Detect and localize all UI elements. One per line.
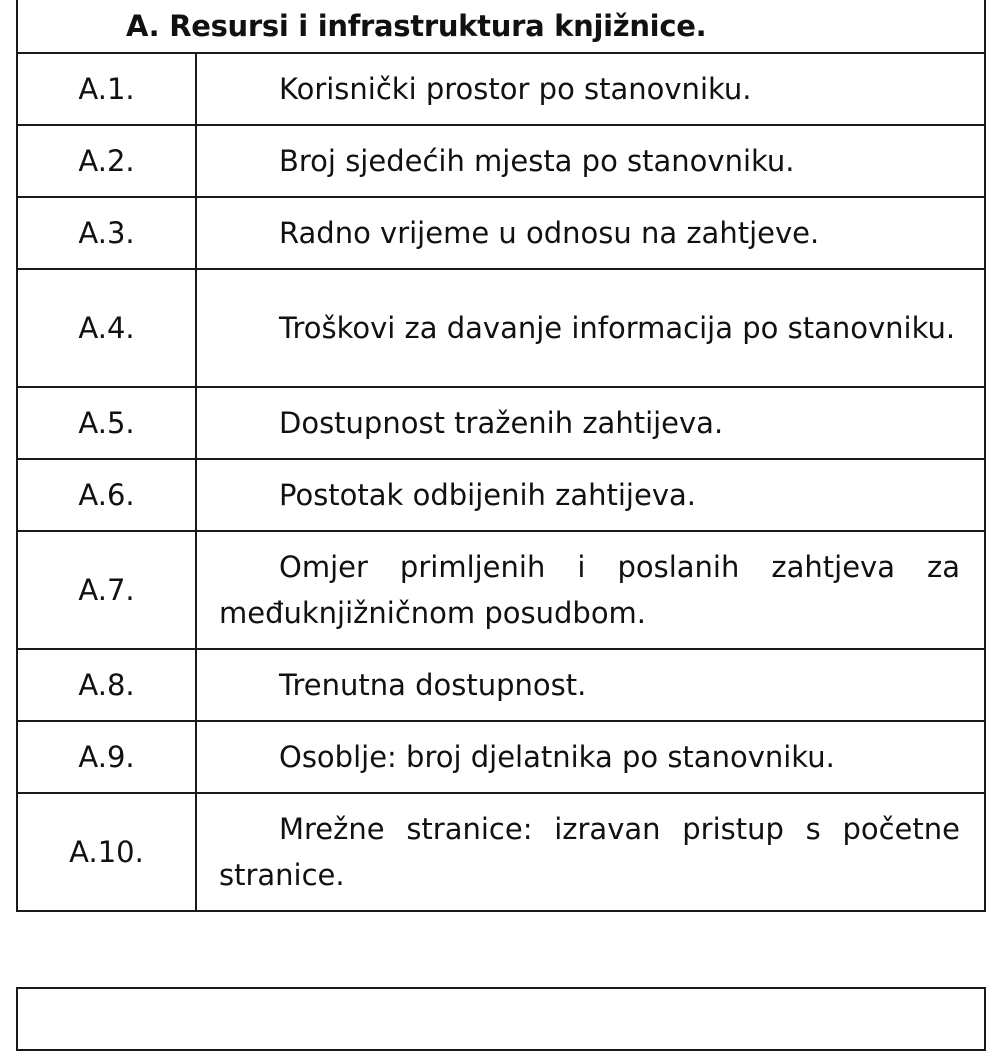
row-code: A.2. bbox=[17, 125, 196, 197]
table-row bbox=[17, 269, 985, 387]
row-text: Omjer primljenih i poslanih zahtjeva za međuknjižničnom posudbom. bbox=[219, 550, 960, 630]
row-text: Korisnički prostor po stanovniku. bbox=[279, 72, 752, 106]
section-title: A. Resursi i infrastruktura knjižnice. bbox=[17, 0, 985, 53]
row-description bbox=[196, 53, 985, 125]
row-code: A.4. bbox=[17, 269, 196, 387]
row-text: Osoblje: broj djelatnika po stanovniku. bbox=[279, 740, 835, 774]
row-text: Troškovi za davanje informacija po stanovniku. bbox=[279, 311, 956, 345]
table-row bbox=[17, 197, 985, 269]
table-row bbox=[17, 53, 985, 125]
row-code: A.7. bbox=[17, 531, 196, 649]
row-description bbox=[196, 649, 985, 721]
indicators-table bbox=[16, 0, 986, 912]
table-row bbox=[17, 531, 985, 649]
row-code: A.8. bbox=[17, 649, 196, 721]
row-code: A.3. bbox=[17, 197, 196, 269]
row-description bbox=[196, 125, 985, 197]
row-text: Dostupnost traženih zahtijeva. bbox=[279, 406, 724, 440]
row-code: A.10. bbox=[17, 793, 196, 911]
row-code: A.5. bbox=[17, 387, 196, 459]
table-row bbox=[17, 793, 985, 911]
next-table-frame bbox=[16, 987, 986, 1051]
table-header-row bbox=[17, 0, 985, 53]
row-code: A.6. bbox=[17, 459, 196, 531]
row-description bbox=[196, 269, 985, 387]
table-row bbox=[17, 649, 985, 721]
table-row bbox=[17, 125, 985, 197]
row-text: Mrežne stranice: izravan pristup s početne stranice. bbox=[219, 812, 960, 892]
row-code: A.9. bbox=[17, 721, 196, 793]
table-row bbox=[17, 387, 985, 459]
row-text: Radno vrijeme u odnosu na zahtjeve. bbox=[279, 216, 820, 250]
row-text: Broj sjedećih mjesta po stanovniku. bbox=[279, 144, 795, 178]
row-description bbox=[196, 459, 985, 531]
row-description bbox=[196, 387, 985, 459]
row-description bbox=[196, 531, 985, 649]
table-row bbox=[17, 459, 985, 531]
row-text: Postotak odbijenih zahtijeva. bbox=[279, 478, 696, 512]
row-text: Trenutna dostupnost. bbox=[279, 668, 587, 702]
row-description bbox=[196, 793, 985, 911]
row-code: A.1. bbox=[17, 53, 196, 125]
table-row bbox=[17, 721, 985, 793]
row-description bbox=[196, 197, 985, 269]
row-description bbox=[196, 721, 985, 793]
